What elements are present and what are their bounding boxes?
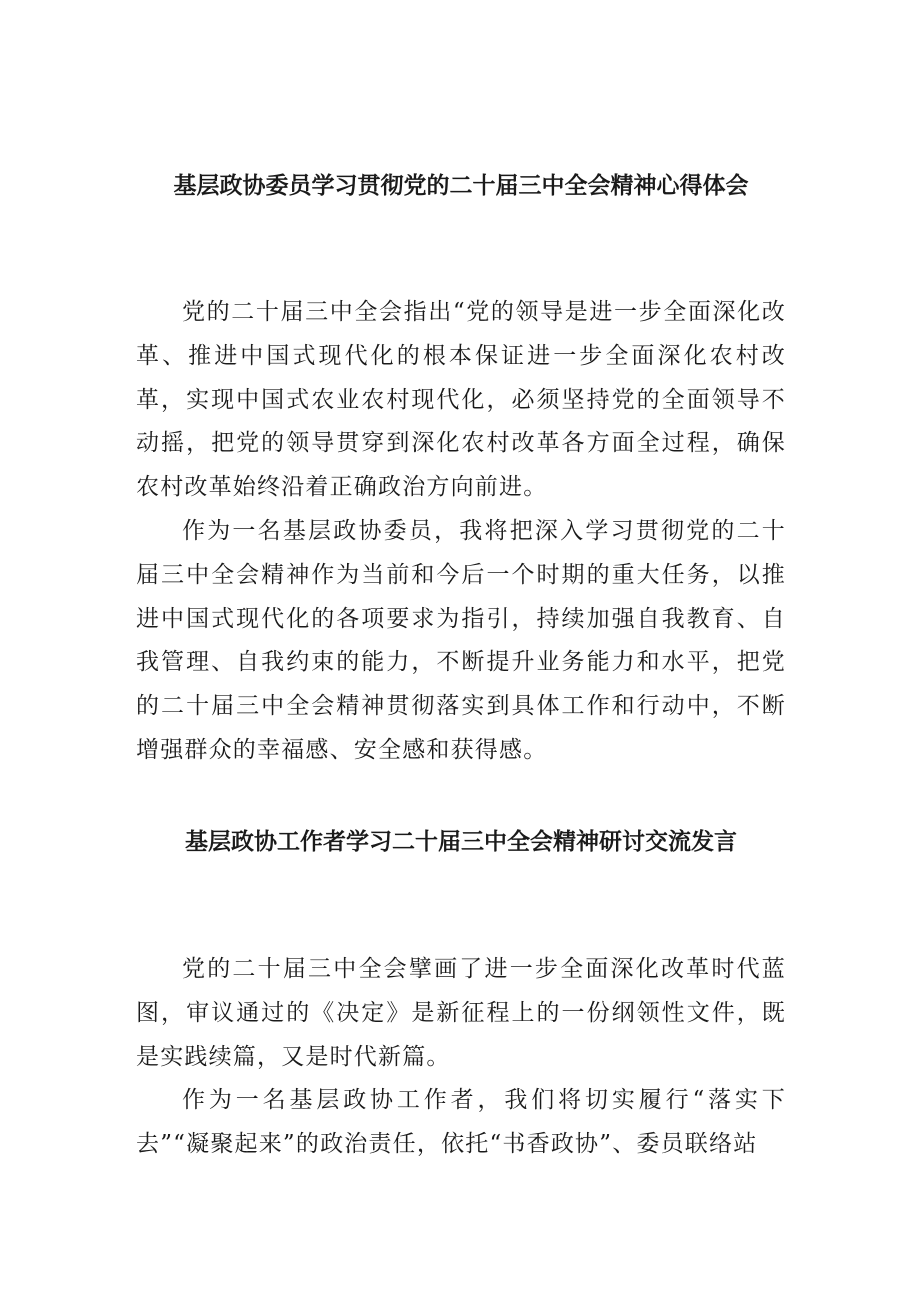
- section-1-paragraph-1: 党的二十届三中全会指出“党的领导是进一步全面深化改革、推进中国式现代化的根本保证进一步全面深化农村改革，实现中国式农业农村现代化，必须坚持党的全面领导不动摇，把党的领导贯穿到深化农村改革各方面全过程，确保农村改革始终沿着正确政治方向前进。: [136, 299, 786, 501]
- section-1-body: [136, 291, 786, 773]
- section-1-title: 基层政协委员学习贯彻党的二十届三中全会精神心得体会: [173, 173, 749, 199]
- section-2-body: [136, 948, 786, 1167]
- section-1-paragraph-2: 作为一名基层政协委员，我将把深入学习贯彻党的二十届三中全会精神作为当前和今后一个时期的重大任务，以推进中国式现代化的各项要求为指引，持续加强自我教育、自我管理、自我约束的能力，不断提升业务能力和水平，把党的二十届三中全会精神贯彻落实到具体工作和行动中，不断增强群众的幸福感、安全感和获得感。: [136, 517, 786, 763]
- section-2-title: 基层政协工作者学习二十届三中全会精神研讨交流发言: [185, 829, 737, 855]
- section-2-paragraph-1: 党的二十届三中全会擘画了进一步全面深化改革时代蓝图，审议通过的《决定》是新征程上的一份纲领性文件，既是实践续篇，又是时代新篇。: [136, 956, 786, 1070]
- section-2-paragraph-2: 作为一名基层政协工作者，我们将切实履行“落实下去”“凝聚起来”的政治责任，依托“书香政协”、委员联络站: [136, 1087, 786, 1158]
